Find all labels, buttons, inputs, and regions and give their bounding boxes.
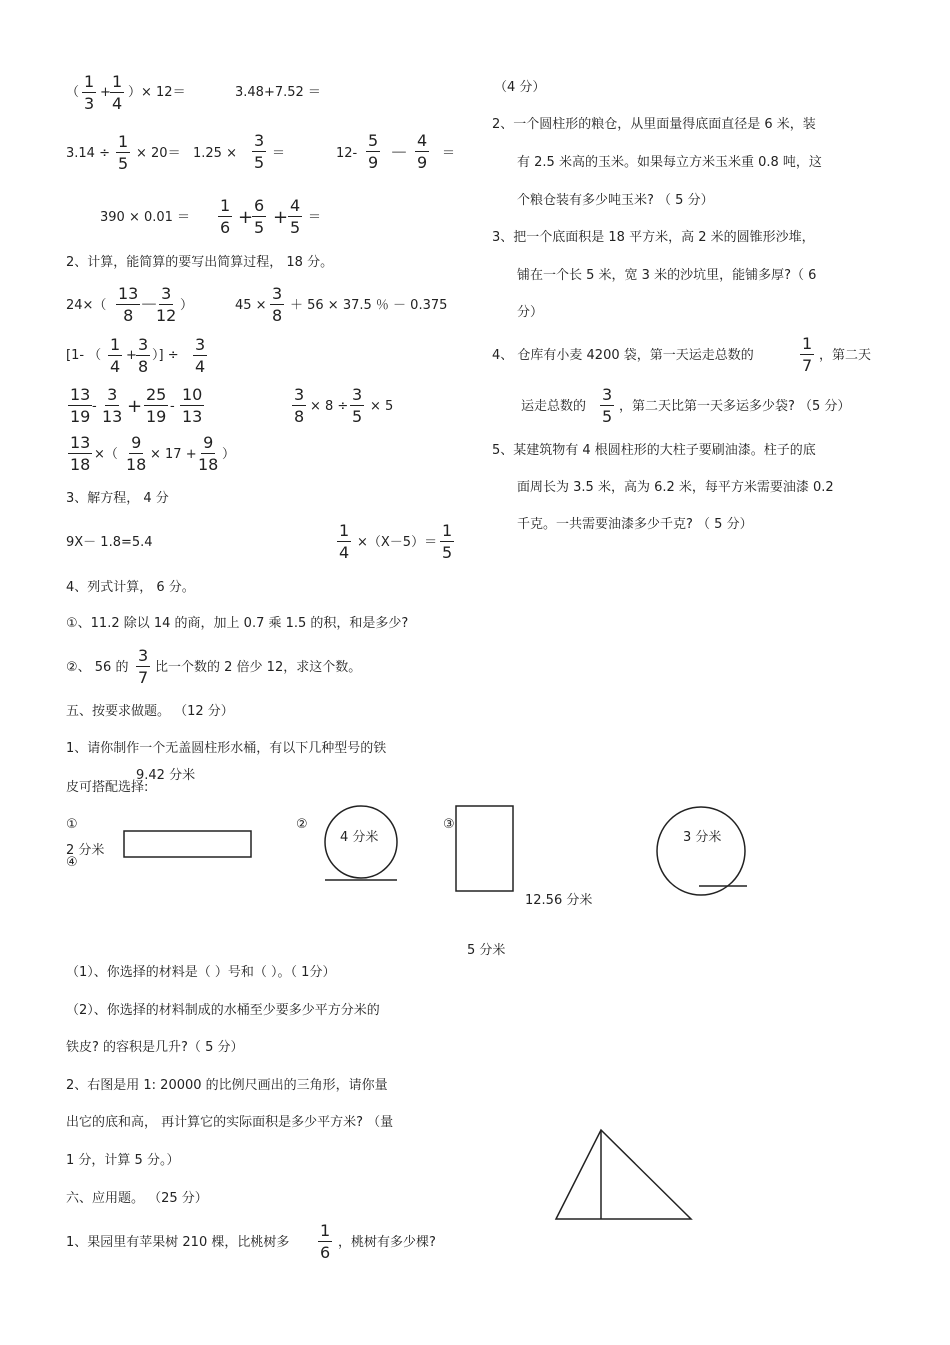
expr-2: 3.48+7.52 ＝ [235, 85, 321, 100]
app-1-head: 1、果园里有苹果树 210 棵，比桃树多 [66, 1235, 290, 1250]
right-q3-line3: 分） [517, 305, 544, 320]
material-marker-1: ① [66, 817, 78, 832]
fraction: $\frac{1}{6}$ [320, 1221, 331, 1262]
dimension-label: 5 分米 [467, 943, 506, 958]
calc-2-tail: ＋ 56 × 37.5 ％ － 0.375 [290, 298, 448, 313]
dimension-label: 4 分米 [340, 830, 379, 845]
expr-5-head: 12- [336, 146, 358, 161]
plus-sign: + [238, 207, 254, 228]
right-q4-line2-tail: ，第二天比第一天多运多少袋? （5 分） [619, 399, 851, 414]
expr-6: 390 × 0.01 ＝ [100, 210, 191, 225]
fraction: $\frac{3}{5}$ [602, 385, 613, 426]
equation-1: 9X－ 1.8=5.4 [66, 535, 153, 550]
rectangle-sheet-3 [456, 806, 513, 891]
fraction: $\frac{1}{5}$ [118, 132, 129, 173]
question-4-item-1: ①、11.2 除以 14 的商，加上 0.7 乘 1.5 的积，和是多少? [66, 616, 409, 631]
calc-5-tail: × 5 [370, 399, 394, 414]
fraction: $\frac{3}{8}$ [138, 335, 149, 376]
expr-4-tail: ＝ [272, 146, 286, 161]
calc-6-mid: ×（ [94, 447, 118, 462]
fraction: $\frac{3}{8}$ [272, 284, 283, 325]
equals-sign: ＝ [442, 146, 456, 161]
fraction: $\frac{1}{4}$ [339, 521, 350, 562]
rectangle-sheet-1 [124, 831, 251, 857]
section-5-q1-line2: 皮可搭配选择: [66, 780, 149, 795]
fraction: $\frac{13}{19}$ [70, 385, 91, 426]
section-5-sub-2-line1: （2）、你选择的材料制成的水桶至少要多少平方分米的 [66, 1003, 380, 1018]
calc-6-mid2: × 17 + [150, 447, 197, 462]
equation-2-mid: ×（X－5）＝ [357, 535, 438, 550]
fraction: $\frac{13}{8}$ [118, 284, 139, 325]
section-5-heading: 五、按要求做题。 （12 分） [66, 704, 234, 719]
section-5-q2-line2: 出它的底和高， 再计算它的实际面积是多少平方米? （量 [66, 1115, 394, 1130]
right-q5-line2: 面周长为 3.5 米，高为 6.2 米，每平方米需要油漆 0.2 [517, 480, 834, 495]
calc-2-head: 45 × [235, 298, 267, 313]
right-q2-line3: 个粮仓装有多少吨玉米? （ 5 分） [517, 193, 714, 208]
fraction: $\frac{9}{18}$ [198, 433, 219, 474]
question-4-item-2-tail: 比一个数的 2 倍少 12，求这个数。 [155, 660, 362, 675]
material-marker-3: ③ [443, 817, 455, 832]
dimension-label: 3 分米 [683, 830, 722, 845]
fraction: $\frac{1}{5}$ [442, 521, 453, 562]
fraction: $\frac{6}{5}$ [254, 196, 265, 237]
fraction: $\frac{1}{7}$ [802, 334, 813, 375]
fraction: $\frac{25}{19}$ [146, 385, 167, 426]
plus-sign: + [127, 396, 143, 417]
section-5-q1-line1: 1、请你制作一个无盖圆柱形水桶，有以下几种型号的铁 [66, 741, 387, 756]
app-1-tail: ，桃树有多少棵? [338, 1235, 436, 1250]
right-q3-line2: 铺在一个长 5 米，宽 3 米的沙坑里，能铺多厚?（ 6 [517, 268, 817, 283]
section-5-q2-line3: 1 分，计算 5 分。） [66, 1153, 180, 1168]
right-q4-line2-head: 运走总数的 [521, 399, 587, 414]
calc-5-mid: × 8 ÷ [310, 399, 349, 414]
fraction: $\frac{1}{3}$ [84, 72, 95, 113]
right-q2-line1: 2、一个圆柱形的粮仓，从里面量得底面直径是 6 米，装 [492, 117, 816, 132]
question-2-heading: 2、计算，能简算的要写出简算过程， 18 分。 [66, 255, 334, 270]
expr-3-tail: × 20＝ [136, 146, 181, 161]
fraction: $\frac{4}{5}$ [290, 196, 301, 237]
question-4-heading: 4、列式计算， 6 分。 [66, 580, 195, 595]
expr-1-open: （ [66, 85, 80, 100]
section-6-heading: 六、应用题。 （25 分） [66, 1191, 208, 1206]
section-5-sub-2-line2: 铁皮? 的容积是几升?（ 5 分） [66, 1040, 244, 1055]
calc-6-close: ） [222, 447, 236, 462]
right-score: （4 分） [494, 80, 546, 95]
plus-sign: + [100, 85, 111, 100]
circle-sheet-4 [657, 807, 745, 895]
fraction: $\frac{13}{18}$ [70, 433, 91, 474]
right-q5-line1: 5、某建筑物有 4 根圆柱形的大柱子要刷油漆。柱子的底 [492, 443, 816, 458]
expr-4-head: 1.25 × [193, 146, 237, 161]
calc-1-close: ） [180, 298, 194, 313]
right-q4-line1-tail: ，第二天 [819, 348, 872, 363]
dimension-label: 2 分米 [66, 843, 105, 858]
right-q4-line1-head: 4、 仓库有小麦 4200 袋，第一天运走总数的 [492, 348, 754, 363]
section-5-sub-1: （1）、你选择的材料是（ ）号和（ ）。（ 1分） [66, 965, 336, 980]
fraction: $\frac{4}{9}$ [417, 131, 428, 172]
fraction: $\frac{5}{9}$ [368, 131, 379, 172]
fraction: $\frac{1}{4}$ [112, 72, 123, 113]
expr-3-head: 3.14 ÷ [66, 146, 110, 161]
right-q2-line2: 有 2.5 米高的玉米。如果每立方米玉米重 0.8 吨，这 [517, 155, 822, 170]
triangle [556, 1130, 691, 1219]
calc-3-head: [1- （ [66, 348, 102, 363]
expr-1-tail: ）× 12＝ [128, 85, 186, 100]
fraction: $\frac{3}{7}$ [138, 646, 149, 687]
fraction: $\frac{3}{5}$ [352, 385, 363, 426]
equals-sign: ＝ [308, 210, 322, 225]
minus-sign: － [140, 295, 158, 316]
right-q5-line3: 千克。一共需要油漆多少千克? （ 5 分） [517, 517, 753, 532]
fraction: $\frac{3}{4}$ [195, 335, 206, 376]
fraction: $\frac{3}{8}$ [294, 385, 305, 426]
minus-sign: － [390, 143, 408, 164]
calc-1-head: 24×（ [66, 298, 107, 313]
dimension-label: 12.56 分米 [525, 893, 593, 908]
circle-sheet-2 [325, 806, 397, 878]
right-q3-line1: 3、把一个底面积是 18 平方米，高 2 米的圆锥形沙堆， [492, 230, 815, 245]
question-4-item-2-head: ②、 56 的 [66, 660, 129, 675]
question-3-heading: 3、解方程， 4 分 [66, 491, 169, 506]
dimension-label: 9.42 分米 [136, 768, 196, 783]
material-marker-2: ② [296, 817, 308, 832]
fraction: $\frac{3}{5}$ [254, 131, 265, 172]
material-marker-4: ④ [66, 855, 78, 870]
section-5-q2-line1: 2、右图是用 1: 20000 的比例尺画出的三角形，请你量 [66, 1078, 388, 1093]
plus-sign: + [126, 348, 137, 363]
fraction: $\frac{10}{13}$ [182, 385, 203, 426]
fraction: $\frac{1}{6}$ [220, 196, 231, 237]
calc-3-tail: ）] ÷ [152, 348, 179, 363]
minus-sign: - [170, 399, 175, 414]
minus-sign: - [92, 399, 97, 414]
fraction: $\frac{1}{4}$ [110, 335, 121, 376]
plus-sign: + [273, 207, 289, 228]
fraction: $\frac{3}{13}$ [102, 385, 123, 426]
fraction: $\frac{3}{12}$ [156, 284, 177, 325]
fraction: $\frac{9}{18}$ [126, 433, 147, 474]
